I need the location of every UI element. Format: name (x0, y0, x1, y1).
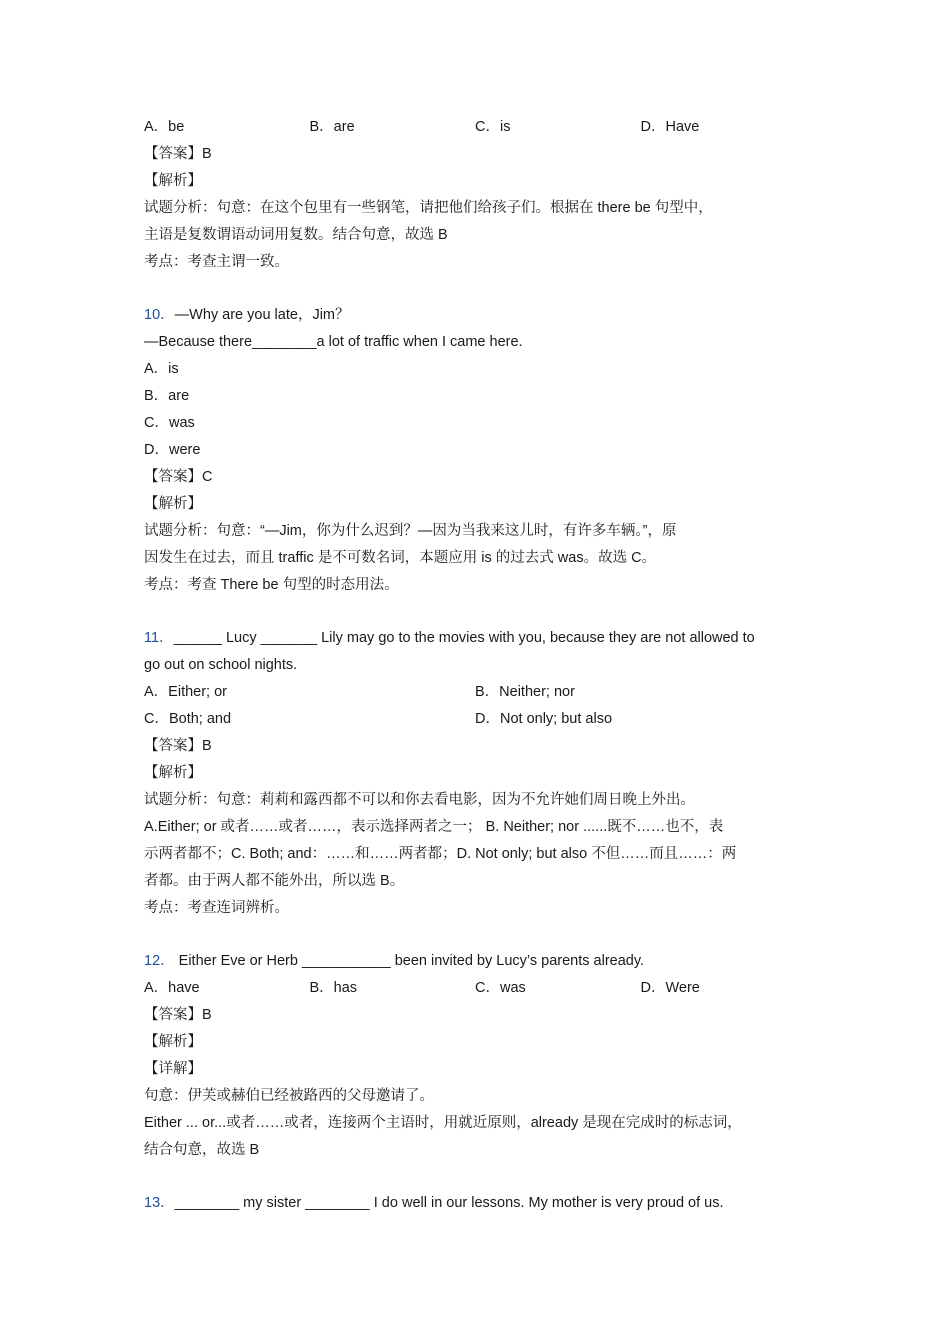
q13-stem (144, 1190, 824, 1217)
q11-stem-line-1: ______ Lucy _______ Lily may go to the movies with you, because they are not allowed to (173, 630, 755, 646)
q12-analysis-label: 【解析】 (144, 1034, 202, 1050)
q13-number: 13． (144, 1195, 175, 1211)
q10-option-b: B．are (144, 388, 190, 404)
q10-point: 考点：考查 There be 句型的时态用法。 (144, 577, 399, 593)
q10-option-a: A．is (144, 361, 179, 377)
q11-point: 考点：考查连词辨析。 (144, 900, 289, 916)
q12-analysis-line-3: 结合句意，故选 B (144, 1142, 260, 1158)
q9-options (144, 114, 824, 141)
q12-stem (144, 948, 824, 975)
q11-option-c: C．Both; and (144, 711, 232, 727)
q11-stem (144, 625, 824, 652)
q10-stem-line-2: —Because there________a lot of traffic when I came here. (144, 334, 523, 350)
q11-analysis-line-1: 试题分析：句意：莉莉和露西都不可以和你去看电影，因为不允许她们周日晚上外出。 (144, 792, 695, 808)
q9-answer: 【答案】B (144, 146, 212, 162)
q10-option-d: D．were (144, 442, 201, 458)
q12-stem-line-1: Either Eve or Herb ___________ been invited by Lucy’s parents already. (174, 953, 645, 969)
q11-options-row-2 (144, 706, 824, 733)
q10-answer: 【答案】C (144, 469, 213, 485)
q11-analysis-line-3: 示两者都不；C. Both; and：……和……两者都；D. Not only; but also 不但……而且……：两 (144, 846, 737, 862)
q11-option-a: A．Either; or (144, 684, 227, 700)
q12-detail-label: 【详解】 (144, 1061, 202, 1077)
q12-option-b: B．has (309, 980, 358, 996)
q11-analysis-line-2: A.Either; or 或者……或者……，表示选择两者之一； B. Neither; nor ......既不……也不，表 (144, 819, 724, 835)
q9-analysis-line-2: 主语是复数谓语动词用复数。结合句意，故选 B (144, 227, 448, 243)
q11-option-b: B．Neither; nor (475, 684, 575, 700)
q11-analysis-line-4: 者都。由于两人都不能外出，所以选 B。 (144, 873, 405, 889)
q9-option-d: D．Have (640, 119, 700, 135)
q10-stem (144, 302, 824, 329)
q9-option-b: B．are (309, 119, 355, 135)
q9-option-a: A．be (144, 119, 185, 135)
q12-analysis-line-1: 句意：伊芙或赫伯已经被路西的父母邀请了。 (144, 1088, 434, 1104)
q10-analysis-line-1: 试题分析：句意：“—Jim，你为什么迟到？—因为当我来这儿时，有许多车辆。”，原 (144, 523, 677, 539)
q11-option-d: D．Not only; but also (475, 711, 613, 727)
q12-number: 12． (144, 953, 175, 969)
q11-analysis-label: 【解析】 (144, 765, 202, 781)
q11-options-row-1 (144, 679, 824, 706)
q9-point: 考点：考查主谓一致。 (144, 254, 289, 270)
q11-number: 11． (144, 630, 174, 646)
q10-analysis-label: 【解析】 (144, 496, 202, 512)
q12-analysis-line-2: Either ... or...或者……或者，连接两个主语时，用就近原则，already 是现在完成时的标志词， (144, 1115, 742, 1131)
q10-number: 10． (144, 307, 175, 323)
document-page (144, 114, 824, 1217)
q12-option-c: C．was (475, 980, 526, 996)
q12-option-a: A．have (144, 980, 200, 996)
q10-analysis-line-2: 因发生在过去，而且 traffic 是不可数名词，本题应用 is 的过去式 was。故选 C。 (144, 550, 657, 566)
q11-answer: 【答案】B (144, 738, 212, 754)
q9-analysis-line-1: 试题分析：句意：在这个包里有一些钢笔，请把他们给孩子们。根据在 there be 句型中， (144, 200, 713, 216)
q13-stem-line-1: ________ my sister ________ I do well in our lessons. My mother is very proud of us. (174, 1195, 724, 1211)
q12-option-d: D．Were (640, 980, 700, 996)
q9-option-c: C．is (475, 119, 511, 135)
q11-stem-line-2: go out on school nights. (144, 657, 298, 673)
q10-option-c: C．was (144, 415, 195, 431)
q12-answer: 【答案】B (144, 1007, 212, 1023)
q12-options (144, 975, 824, 1002)
q10-stem-line-1: —Why are you late，Jim？ (174, 307, 350, 323)
q9-analysis-label: 【解析】 (144, 173, 202, 189)
